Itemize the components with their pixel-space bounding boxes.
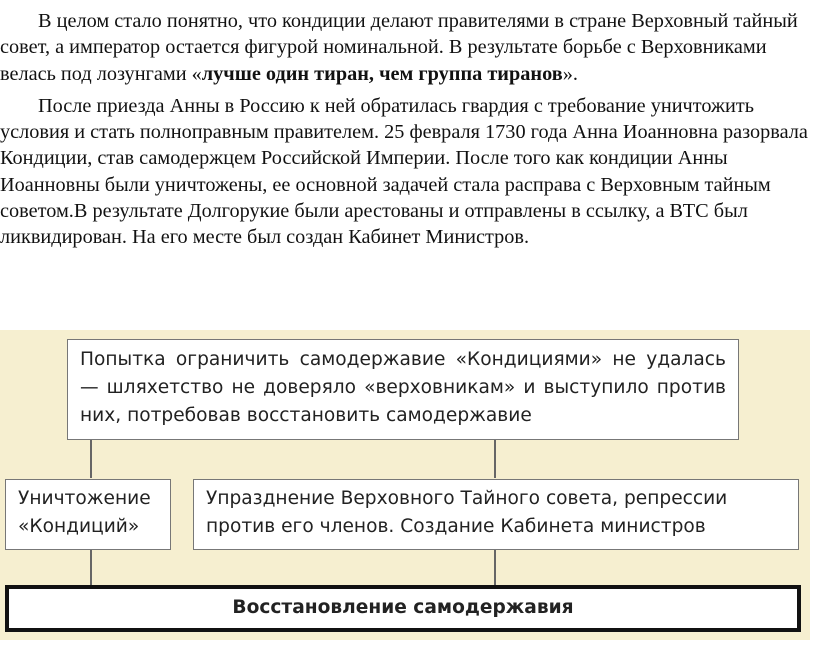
paragraph-1	[0, 8, 812, 87]
text-body	[0, 8, 812, 251]
right-box	[193, 479, 799, 550]
connector-left-bottom	[90, 549, 92, 587]
left-box-text: Уничтожение «Кондиций»	[18, 488, 151, 537]
top-box	[67, 339, 739, 440]
connector-top-left	[90, 438, 92, 478]
left-box	[5, 479, 171, 550]
top-box-text: Попытка ограничить самодержавие «Кондициями» не удалась — шляхетство не доверяло «верховникам» и выступило против них, потребовав восстановить самодержавие	[80, 349, 726, 426]
right-box-text: Упразднение Верховного Тайного совета, репрессии против его членов. Создание Кабинета министров	[206, 488, 728, 537]
flow-diagram	[0, 330, 810, 640]
paragraph-2: После приезда Анны в Россию к ней обратилась гвардия с требование уничтожить условия и стать полноправным правителем. 25 февраля 1730 года Анна Иоанновна разорвала Кондиции, став самодержцем Российской Империи. После того как кондиции Анны Иоанновны были уничтожены, ее основной задачей стала расправа с Верховным тайным советом.В результате Долгорукие были арестованы и отправлены в ссылку, а ВТС был ликвидирован. На его месте был создан Кабинет Министров.	[0, 94, 808, 249]
connector-top-right	[494, 438, 496, 478]
paragraph-1-text: В целом стало понятно, что кондиции делают правителями в стране Верховный тайный совет, а император остается фигурой номинальной. В результате борьбе с Верховниками велась под лозунгами «	[0, 10, 798, 85]
slogan-bold: лучше один тиран, чем группа тиранов	[201, 62, 563, 85]
connector-right-bottom	[494, 549, 496, 587]
bottom-box-text: Восстановление самодержавия	[232, 597, 574, 618]
bottom-box	[5, 585, 801, 632]
paragraph-1-end: ».	[562, 62, 578, 85]
